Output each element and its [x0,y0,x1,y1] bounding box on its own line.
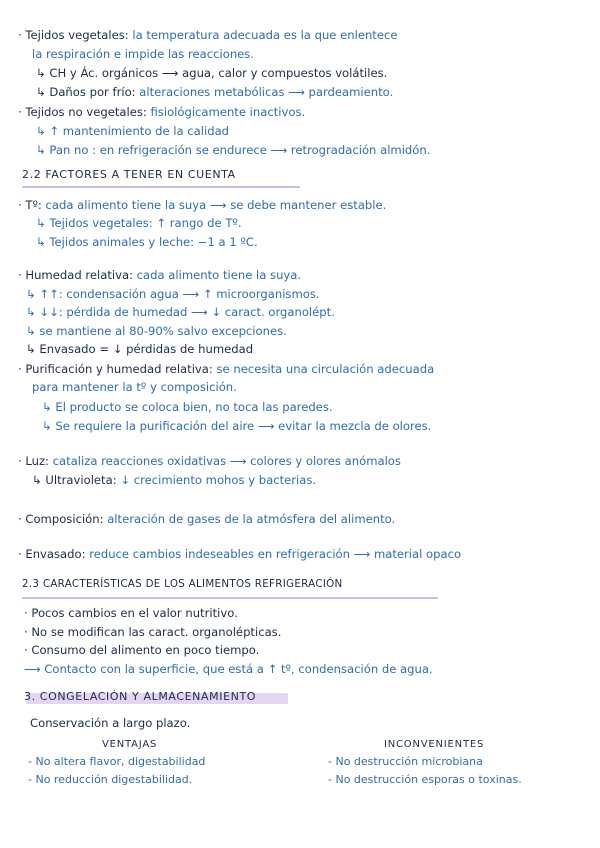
non-vegetal-tissue-line [18,105,305,119]
characteristic-item: ⟶ Contacto con la superficie, que está a ↑ tº, condensación de agua. [24,662,433,676]
humidity-text: cada alimento tiene la suya. [136,268,302,282]
purification-label: · Purificación y humedad relativa: [18,362,213,376]
disadvantage-item: - No destrucción microbiana [328,755,483,768]
advantages-title: VENTAJAS [102,739,158,750]
non-vegetal-sub-quality: ↳ ↑ mantenimiento de la calidad [36,124,230,138]
humidity-line [18,268,301,282]
disadvantage-item: - No destrucción esporas o toxinas. [328,773,522,786]
humidity-sub-high: ↳ ↑↑: condensación agua ⟶ ↑ microorganismos. [26,287,320,301]
uv-text: ↓ crecimiento mohos y bacterias. [120,473,317,487]
characteristic-item: · Consumo del alimento en poco tiempo. [24,643,260,657]
packaging-text: reduce cambios indeseables en refrigeración ⟶ material opaco [89,547,462,561]
light-sub-uv [32,473,316,487]
purification-sub-placement: ↳ El producto se coloca bien, no toca las paredes. [42,400,333,414]
section-heading-3: 3. CONGELACIÓN Y ALMACENAMIENTO [24,690,257,703]
uv-label: ↳ Ultravioleta: [32,473,117,487]
humidity-sub-range: ↳ se mantiene al 80-90% salvo excepciones. [26,324,287,338]
temperature-sub-animal: ↳ Tejidos animales y leche: −1 a 1 ºC. [36,235,258,249]
composition-text: alteración de gases de la atmósfera del alimento. [107,512,396,526]
temperature-text: cada alimento tiene la suya ⟶ se debe mantener estable. [45,198,387,212]
vegetal-tissue-text: la temperatura adecuada es la que enlentece [132,28,398,42]
humidity-sub-low: ↳ ↓↓: pérdida de humedad ⟶ ↓ caract. organolépt. [26,305,335,319]
storage-intro: Conservación a largo plazo. [30,716,191,730]
section-heading-2-2: 2.2 FACTORES A TENER EN CUENTA [22,168,236,181]
non-vegetal-text: fisiológicamente inactivos. [150,105,306,119]
purification-text-cont: para mantener la tº y composición. [32,380,237,394]
advantage-item: - No reducción digestabilidad. [28,773,193,786]
temperature-sub-vegetal: ↳ Tejidos vegetales: ↑ rango de Tº. [36,216,242,230]
composition-line [18,512,395,526]
light-line [18,454,401,468]
characteristic-item: · No se modifican las caract. organolépticas. [24,625,282,639]
purification-text: se necesita una circulación adecuada [216,362,435,376]
vegetal-tissue-line [18,28,398,42]
heading-underline [22,597,438,599]
humidity-label: · Humedad relativa: [18,268,133,282]
disadvantages-title: INCONVENIENTES [384,739,485,750]
advantage-item: - No altera flavor, digestabilidad [28,755,206,768]
cold-damage-label: ↳ Daños por frío: [36,85,136,99]
section-heading-2-3: 2.3 CARACTERÍSTICAS DE LOS ALIMENTOS REFRIGERACIÓN [22,578,343,590]
vegetal-tissue-label: · Tejidos vegetales: [18,28,129,42]
purification-sub-air: ↳ Se requiere la purificación del aire ⟶ evitar la mezcla de olores. [42,419,432,433]
vegetal-tissue-text-cont: la respiración e impide las reacciones. [32,47,255,61]
vegetal-sub-organic: ↳ CH y Ác. orgánicos ⟶ agua, calor y compuestos volátiles. [36,66,388,80]
non-vegetal-sub-bread: ↳ Pan no : en refrigeración se endurece ⟶ retrogradación almidón. [36,143,431,157]
humidity-sub-packaging: ↳ Envasado = ↓ pérdidas de humedad [26,342,254,356]
temperature-line [18,198,386,212]
packaging-label: · Envasado: [18,547,86,561]
vegetal-sub-cold-damage [36,85,393,99]
light-label: · Luz: [18,454,49,468]
purification-line [18,362,434,376]
cold-damage-text: alteraciones metabólicas ⟶ pardeamiento. [139,85,394,99]
heading-underline [22,186,300,188]
temperature-label: · Tº: [18,198,42,212]
packaging-line [18,547,461,561]
light-text: cataliza reacciones oxidativas ⟶ colores y olores anómalos [52,454,401,468]
non-vegetal-label: · Tejidos no vegetales: [18,105,147,119]
characteristic-item: · Pocos cambios en el valor nutritivo. [24,606,238,620]
composition-label: · Composición: [18,512,104,526]
